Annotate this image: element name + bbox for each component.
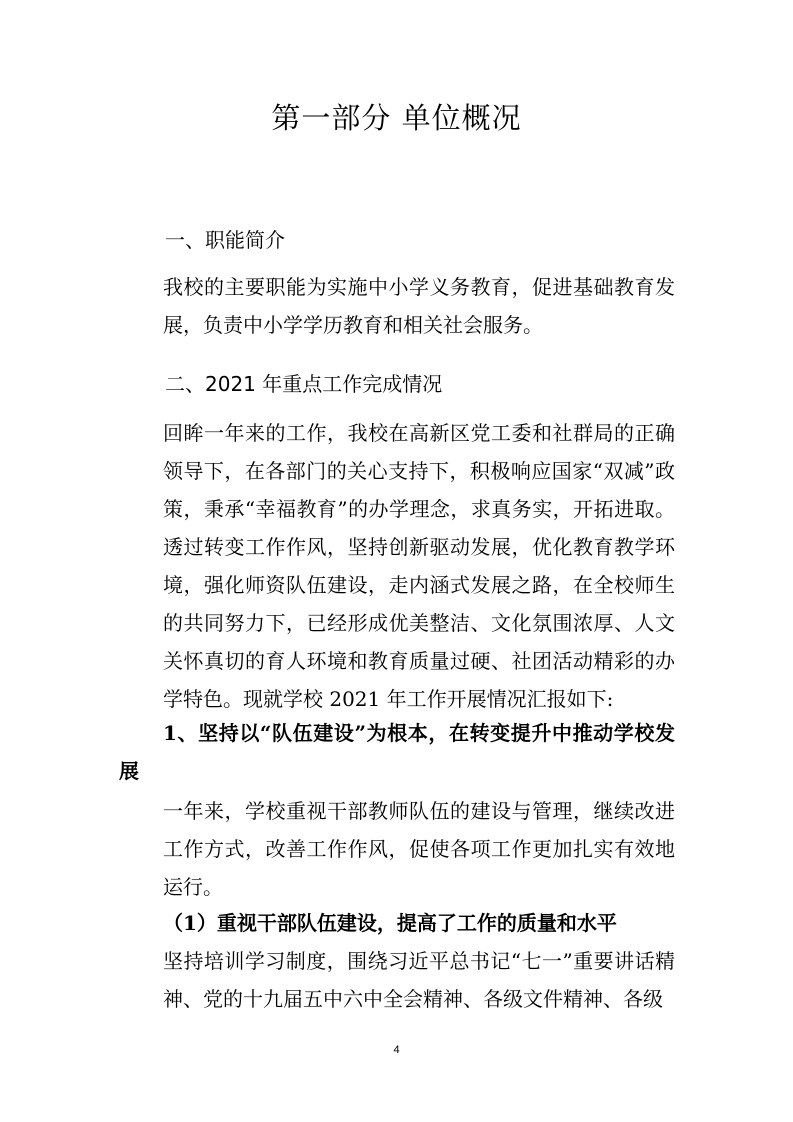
paragraph-team-building: [119, 792, 675, 906]
page-title: 第一部分 单位概况: [271, 101, 522, 135]
page-number: 4: [393, 1044, 400, 1056]
paragraph-cadre-team: [119, 942, 675, 1018]
subsection-heading-team-building: 1、坚持以“队伍建设”为根本，在转变提升中推动学校发展: [119, 721, 675, 783]
paragraph-key-work-text: 回眸一年来的工作，我校在高新区党工委和社群局的正确领导下，在各部门的关心支持下，积极响应国家“双减”政策，秉承“幸福教育”的办学理念，求真务实，开拓进取。透过转变工作作风，坚持创新驱动发展，优化教育教学环境，强化师资队伍建设，走内涵式发展之路，在全校师生的共同努力下，已经形成优美整洁、文化氛围浓厚、人文关怀真切的育人环境和教育质量过硬、社团活动精彩的办学特色。现就学校 2021 年工作开展情况汇报如下:: [163, 421, 675, 711]
section-heading-key-work: 二、2021 年重点工作完成情况: [165, 372, 443, 396]
paragraph-cadre-team-text: 坚持培训学习制度，围绕习近平总书记“七一”重要讲话精神、党的十九届五中六中全会精神、各级文件精神、各级: [163, 949, 675, 1011]
paragraph-functions: [119, 268, 675, 344]
section-heading-functions: 一、职能简介: [165, 228, 285, 252]
paragraph-functions-text: 我校的主要职能为实施中小学义务教育，促进基础教育发展，负责中小学学历教育和相关社会服务。: [163, 275, 675, 337]
subsection-heading-cadre-team: （1）重视干部队伍建设，提高了工作的质量和水平: [163, 911, 617, 935]
paragraph-key-work: [119, 414, 675, 718]
paragraph-team-building-text: 一年来，学校重视干部教师队伍的建设与管理，继续改进工作方式，改善工作作风，促使各项工作更加扎实有效地运行。: [163, 799, 675, 899]
